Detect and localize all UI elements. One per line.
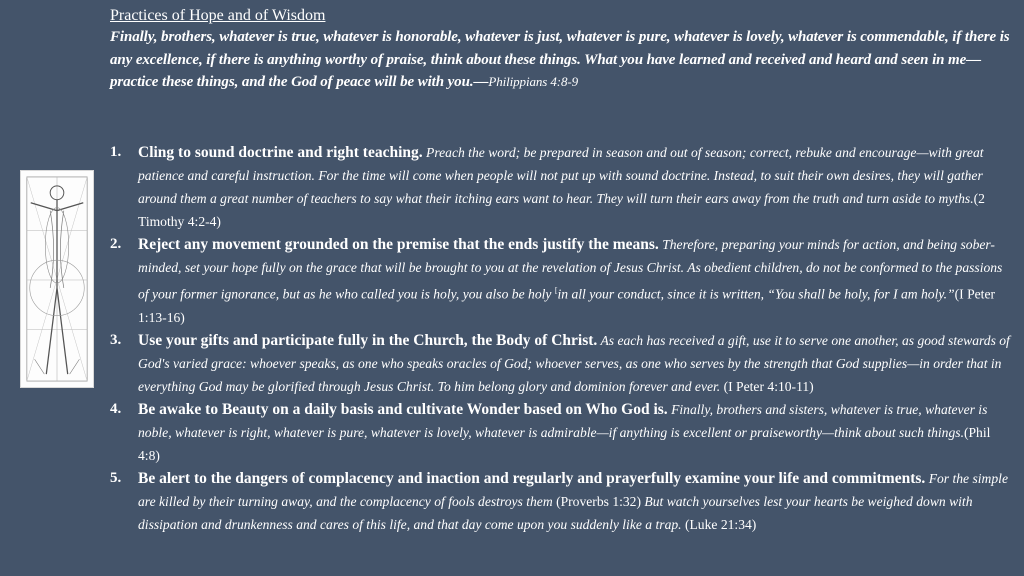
item-citation: (I Peter 4:10-11): [723, 378, 814, 394]
list-item: [110, 329, 1010, 398]
list-item: [110, 141, 1010, 233]
item-number: 4.: [110, 400, 122, 417]
item-quote: Therefore, preparing your minds for action, and being sober-minded, set your hope fully on the grace that will be brought to you at the revelation of Jesus Christ. As obedient children, do not be conformed to the passions of your former ignorance, but as he who called you is holy, you also be holy: [138, 237, 1003, 302]
item-citation: (Phil 4:8): [138, 424, 991, 463]
item-citation: (Proverbs 1:32): [556, 493, 642, 509]
item-number: 1.: [110, 144, 122, 160]
item-quote: Finally, brothers and sisters, whatever is true, whatever is noble, whatever is right, whatever is pure, whatever is lovely, whatever is admirable—if anything is excellent or praiseworthy—think about such things.: [138, 401, 988, 440]
practices-list: [110, 141, 1010, 536]
item-heading: Be alert to the dangers of complacency and inaction and regularly and prayerfully examine your life and commitments.: [138, 469, 926, 487]
vitruvian-figure-image: [20, 170, 94, 388]
header: [110, 6, 1015, 94]
item-citation-2: (Luke 21:34): [684, 516, 757, 532]
epigraph-reference: Philippians 4:8-9: [488, 74, 579, 89]
item-number: 5.: [110, 469, 122, 486]
item-quote-continued: in all your conduct, since it is written, “You shall be holy, for I am holy.”: [557, 286, 955, 302]
item-heading: Reject any movement grounded on the premise that the ends justify the means.: [138, 236, 659, 253]
item-quote-continued: But watch yourselves lest your hearts be weighed down with dissipation and drunkenness and cares of this life, and that day come upon you suddenly like a trap.: [138, 493, 973, 532]
item-citation: (I Peter 1:13-16): [138, 286, 996, 325]
item-text: [138, 329, 1010, 398]
item-number: 3.: [110, 331, 122, 348]
item-heading: Use your gifts and participate fully in the Church, the Body of Christ.: [138, 331, 598, 349]
list-item: [110, 467, 1010, 536]
vitruvian-figure-icon: [21, 171, 93, 387]
list-item: [110, 233, 1010, 329]
footnote-mark: [: [554, 286, 558, 295]
item-heading: Cling to sound doctrine and right teaching.: [138, 144, 423, 161]
item-text: [138, 141, 1010, 233]
item-text: [138, 467, 1010, 536]
item-heading: Be awake to Beauty on a daily basis and cultivate Wonder based on Who God is.: [138, 400, 668, 418]
page-title: Practices of Hope and of Wisdom: [110, 7, 326, 24]
item-text: [138, 233, 1010, 329]
list-item: [110, 398, 1010, 467]
epigraph-text: Finally, brothers, whatever is true, whatever is honorable, whatever is just, whatever is pure, whatever is lovely, whatever is commendable, if there is any excellence, if there is anything worthy of praise, think about these things. What you have learned and received and heard and seen in me—practice these things, and the God of peace will be with you.—: [110, 29, 1010, 90]
item-citation: (2 Timothy 4:2-4): [138, 191, 985, 229]
item-quote: For the simple are killed by their turning away, and the complacency of fools destroys them: [138, 470, 1008, 509]
item-quote: As each has received a gift, use it to serve one another, as good stewards of God's varied grace: whoever speaks, as one who speaks oracles of God; whoever serves, as one who serves by the strength that God supplies—in order that in everything God may be glorified through Jesus Christ. To him belong glory and dominion forever and ever.: [138, 332, 1010, 394]
item-number: 2.: [110, 236, 122, 252]
item-quote: Preach the word; be prepared in season and out of season; correct, rebuke and encourage—with great patience and careful instruction. For the time will come when people will not put up with sound doctrine. Instead, to suit their own desires, they will gather around them a great number of teachers to say what their itching ears want to hear. They will turn their ears away from the truth and turn aside to myths.: [138, 145, 984, 206]
epigraph: [110, 26, 1015, 94]
item-text: [138, 398, 1010, 467]
